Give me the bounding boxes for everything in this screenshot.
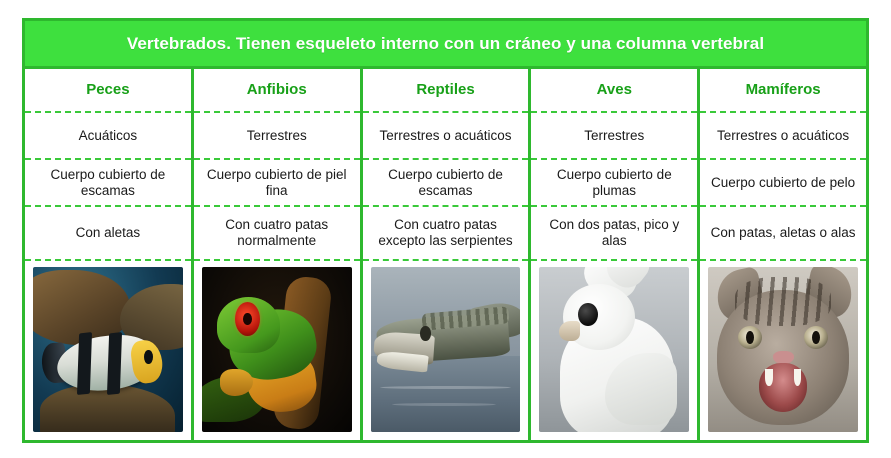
cell-aves-extremidades: Con dos patas, pico y alas <box>531 207 697 261</box>
bird-photo <box>539 267 689 432</box>
crocodile-photo <box>371 267 521 432</box>
bird-beak <box>559 321 580 341</box>
frog-photo <box>202 267 352 432</box>
cat-tooth <box>765 369 772 386</box>
cell-mamiferos-habitat: Terrestres o acuáticos <box>700 113 866 160</box>
cell-anfibios-cobertura: Cuerpo cubierto de piel fina <box>194 160 360 207</box>
cell-peces-extremidades: Con aletas <box>25 207 191 261</box>
water-ripple <box>392 403 497 406</box>
cell-anfibios-habitat: Terrestres <box>194 113 360 160</box>
cell-mamiferos-extremidades: Con patas, aletas o alas <box>700 207 866 261</box>
cell-anfibios-image <box>194 261 360 440</box>
column-header-reptiles: Reptiles <box>363 69 529 113</box>
column-header-aves: Aves <box>531 69 697 113</box>
bird-eye <box>578 303 597 326</box>
cell-peces-image <box>25 261 191 440</box>
cat-tooth <box>794 369 801 386</box>
cat-photo <box>708 267 858 432</box>
column-aves <box>531 69 700 440</box>
column-header-peces: Peces <box>25 69 191 113</box>
vertebrates-table <box>22 18 869 443</box>
cell-peces-cobertura: Cuerpo cubierto de escamas <box>25 160 191 207</box>
cell-reptiles-habitat: Terrestres o acuáticos <box>363 113 529 160</box>
cell-reptiles-cobertura: Cuerpo cubierto de escamas <box>363 160 529 207</box>
cell-aves-image <box>531 261 697 440</box>
fish-photo <box>33 267 183 432</box>
cell-reptiles-image <box>363 261 529 440</box>
column-peces <box>25 69 194 440</box>
fish-eye <box>144 350 153 365</box>
cell-anfibios-extremidades: Con cuatro patas normalmente <box>194 207 360 261</box>
table-grid <box>25 69 866 440</box>
cell-aves-habitat: Terrestres <box>531 113 697 160</box>
frog-foot <box>220 369 253 395</box>
cell-aves-cobertura: Cuerpo cubierto de plumas <box>531 160 697 207</box>
fish-stripe <box>77 332 93 395</box>
cell-reptiles-extremidades: Con cuatro patas excepto las serpientes <box>363 207 529 261</box>
column-header-mamiferos: Mamíferos <box>700 69 866 113</box>
cell-mamiferos-image <box>700 261 866 440</box>
table-header-band <box>25 21 866 69</box>
crocodile-eye <box>420 326 430 341</box>
column-mamiferos <box>700 69 866 440</box>
column-anfibios <box>194 69 363 440</box>
cell-peces-habitat: Acuáticos <box>25 113 191 160</box>
column-header-anfibios: Anfibios <box>194 69 360 113</box>
cat-stripes <box>735 277 831 327</box>
column-reptiles <box>363 69 532 440</box>
page-title: Vertebrados. Tienen esqueleto interno con un cráneo y una columna vertebral <box>126 33 765 53</box>
cell-mamiferos-cobertura: Cuerpo cubierto de pelo <box>700 160 866 207</box>
fish-stripe <box>107 332 123 395</box>
